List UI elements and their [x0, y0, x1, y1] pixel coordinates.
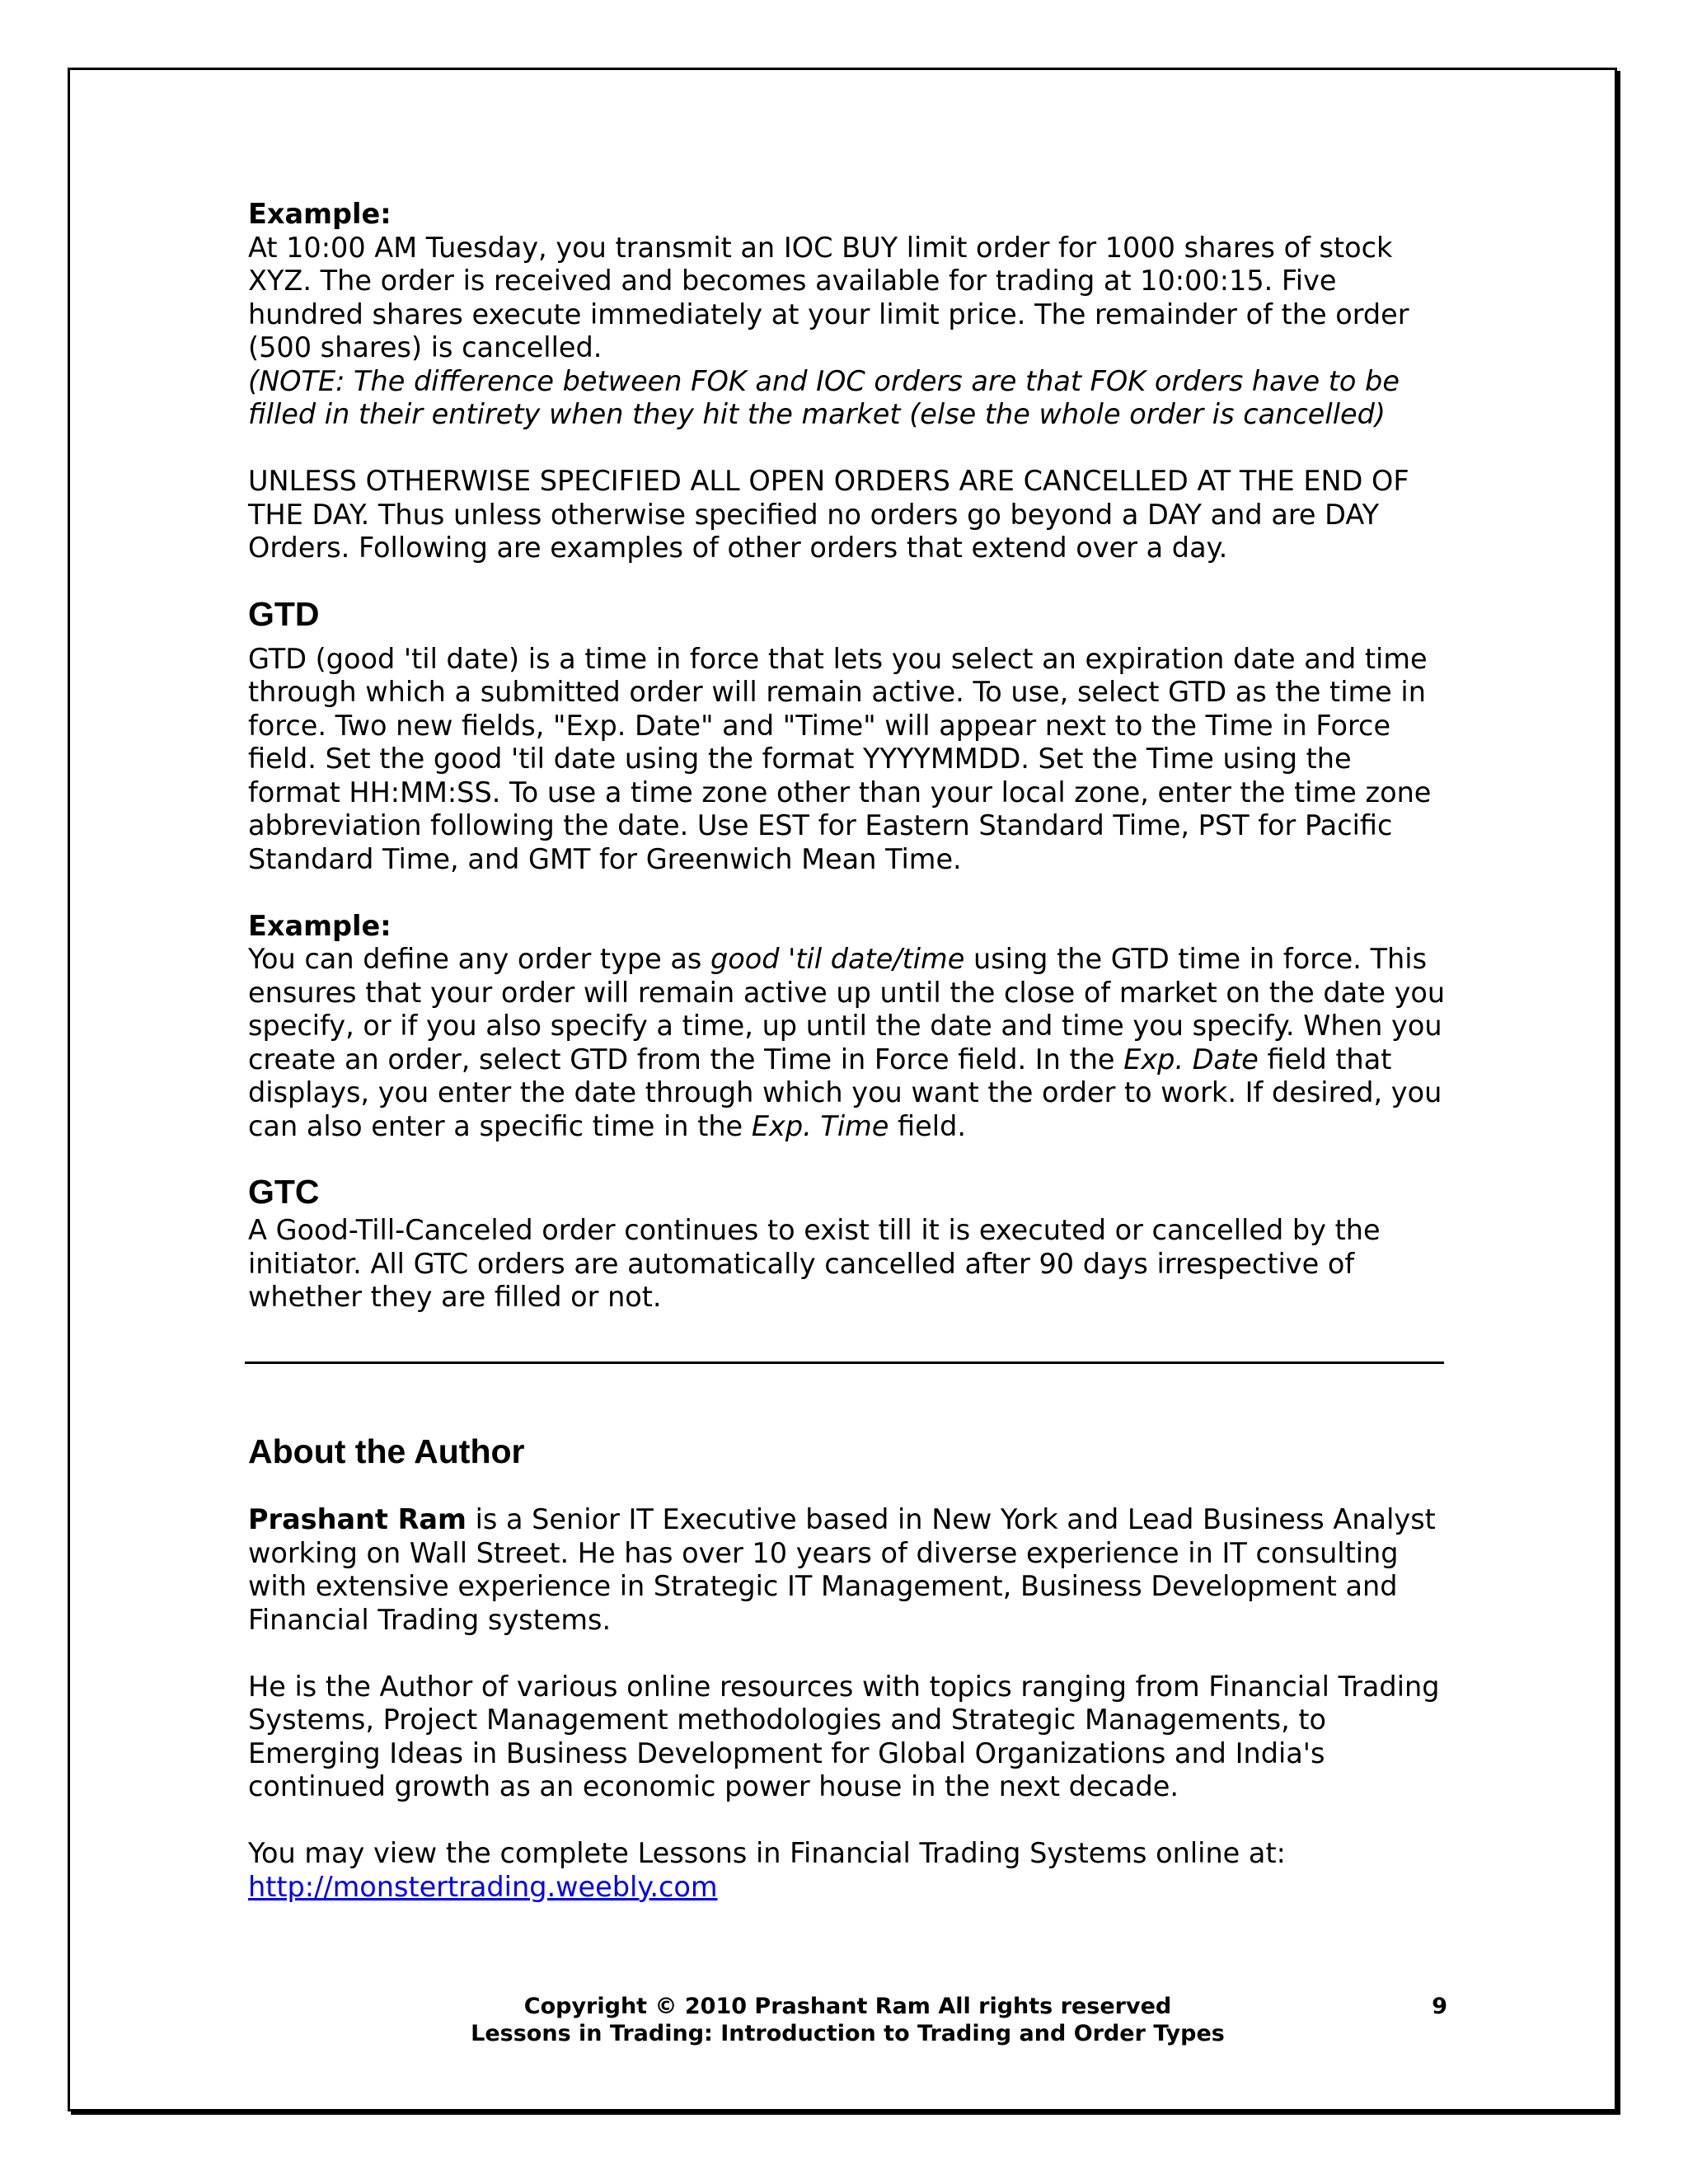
gtd-heading: GTD — [248, 594, 320, 633]
gtd-example-italic-2: Exp. Date — [1123, 1043, 1259, 1076]
gtd-example-italic-1: good 'til date/time — [710, 943, 965, 975]
footer-subtitle: Lessons in Trading: Introduction to Trading and Order Types — [471, 2021, 1225, 2046]
author-name: Prashant Ram — [248, 1503, 467, 1535]
gtc-paragraph: A Good-Till-Canceled order continues to exist till it is executed or cancelled by the initiator. All GTC orders are automatically cancelled after 90 days irrespective of whether they are filled or not. — [248, 1214, 1381, 1313]
author-bio-text-1: is a Senior IT Executive based in New York and Lead Business Analyst working on Wall Street. He has over 10 years of diverse experience in IT consulting with extensive experience in Strategic IT Management, Business Development and Financial Trading systems. — [248, 1503, 1436, 1636]
page-number: 9 — [1432, 1994, 1447, 2019]
ioc-example-text: At 10:00 AM Tuesday, you transmit an IOC BUY limit order for 1000 shares of stock XYZ. The order is received and becomes available for trading at 10:00:15. Five hundred shares execute immediately at your limit price. The remainder of the order (500 shares) is cancelled. — [248, 231, 1409, 363]
fok-ioc-note: (NOTE: The difference between FOK and IOC orders are that FOK orders have to be filled in their entirety when they hit the market (else the whole order is cancelled) — [248, 364, 1400, 430]
gtd-paragraph: GTD (good 'til date) is a time in force that lets you select an expiration date and time through which a submitted order will remain active. To use, select GTD as the time in force. Two new fields, "Exp. Date" and "Time" will appear next to the Time in Force field. Set the good 'til date using the format YYYYMMDD. Set the Time using the format HH:MM:SS. To use a time zone other than your local zone, enter the time zone abbreviation following the date. Use EST for Eastern Standard Time, PST for Pacific Standard Time, and GMT for Greenwich Mean Time. — [248, 642, 1432, 875]
gtd-example-text-4: field. — [889, 1109, 966, 1142]
gtd-example-paragraph — [248, 943, 1447, 1143]
footer-copyright: Copyright © 2010 Prashant Ram All rights reserved — [523, 1994, 1172, 2019]
gtd-example-text-3: field that displays, you enter the date through which you want the order to work. If desired, you can also enter a specific time in the — [248, 1043, 1442, 1142]
lessons-link[interactable]: http://monstertrading.weebly.com — [248, 1870, 718, 1903]
gtd-example-text-1: You can define any order type as — [248, 943, 711, 975]
gtc-heading: GTC — [248, 1173, 320, 1211]
lessons-link-intro: You may view the complete Lessons in Financial Trading Systems online at: — [248, 1837, 1286, 1869]
author-bio-paragraph-1 — [248, 1503, 1447, 1637]
gtd-example-text-2: using the GTD time in force. This ensures that your order will remain active up until the close of market on the date you specify, or if you also specify a time, up until the date and time you specify. When you create an order, select GTD from the Time in Force field. In the — [248, 943, 1446, 1076]
gtd-example-label: Example: — [248, 909, 392, 942]
author-bio-paragraph-2: He is the Author of various online resources with topics ranging from Financial Trading Systems, Project Management methodologies and Strategic Managements, to Emerging Ideas in Business Development for Global Organizations and India's continued growth as an economic power house in the next decade. — [248, 1670, 1440, 1802]
page-footer — [248, 1993, 1447, 2047]
lessons-link-line — [248, 1871, 1447, 1905]
about-author-section — [248, 1432, 1447, 1904]
example-label: Example: — [248, 198, 392, 230]
section-divider — [245, 1361, 1444, 1364]
about-author-heading: About the Author — [248, 1432, 525, 1470]
day-orders-paragraph: UNLESS OTHERWISE SPECIFIED ALL OPEN ORDERS ARE CANCELLED AT THE END OF THE DAY. Thus unless otherwise specified no orders go beyond a DAY and are DAY Orders. Following are examples of other orders that extend over a day. — [248, 465, 1409, 564]
gtd-example-italic-3: Exp. Time — [751, 1109, 889, 1142]
main-content — [248, 198, 1447, 1315]
